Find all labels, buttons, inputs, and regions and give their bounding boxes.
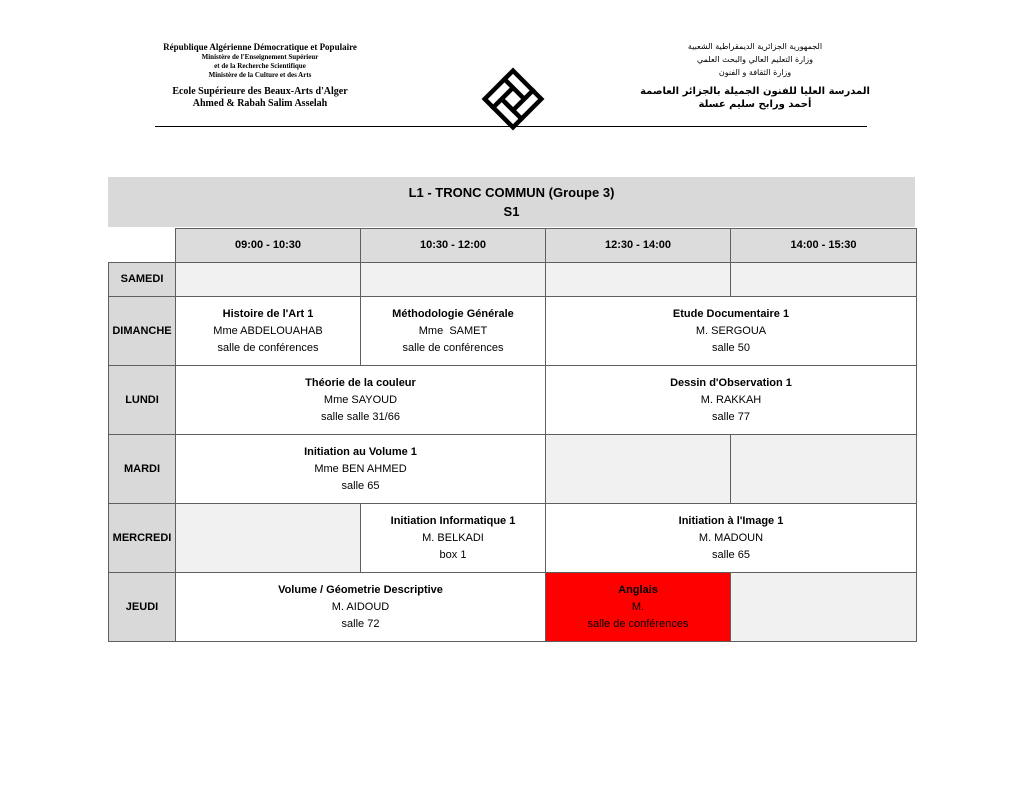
school-subtitle: Ahmed & Rabah Salim Asselah — [192, 98, 328, 109]
course-title: Initiation Informatique 1 — [390, 514, 516, 527]
course-initiation-image — [546, 504, 917, 573]
row-samedi — [109, 263, 917, 297]
slot-1: 09:00 - 10:30 — [176, 229, 361, 263]
course-room: salle 65 — [712, 548, 750, 561]
course-teacher: M. BELKADI — [422, 531, 484, 544]
course-title: Initiation au Volume 1 — [304, 445, 417, 458]
course-title: Initiation à l'Image 1 — [678, 514, 784, 527]
course-theorie-couleur — [176, 366, 546, 435]
ministry-higher-ed: Ministère de l'Enseignement Supérieur — [201, 53, 319, 61]
course-title: Etude Documentaire 1 — [672, 307, 790, 320]
school-name: Ecole Supérieure des Beaux-Arts d'Alger — [172, 86, 348, 97]
course-histoire-art — [176, 297, 361, 366]
course-teacher: M. SERGOUA — [695, 324, 767, 337]
empty-cell — [731, 435, 917, 504]
row-lundi — [109, 366, 917, 435]
timetable-title-bar — [108, 177, 915, 227]
course-dessin-observation — [546, 366, 917, 435]
letterhead-french — [140, 42, 380, 110]
course-title: Méthodologie Générale — [392, 307, 514, 320]
empty-cell — [546, 263, 731, 297]
timetable-grid — [108, 228, 917, 642]
course-room: salle salle 31/66 — [321, 410, 400, 423]
school-name-ar: المدرسة العليا للفنون الجميلة بالجزائر العاصمة — [640, 86, 870, 97]
course-room: salle 65 — [341, 479, 380, 492]
course-teacher: M. RAKKAH — [700, 393, 762, 406]
empty-cell — [361, 263, 546, 297]
republic-name-ar: الجمهورية الجزائرية الديمقراطية الشعبية — [687, 42, 823, 51]
course-teacher: M. AIDOUD — [331, 600, 390, 613]
course-teacher: M. — [631, 600, 645, 613]
course-room: salle de conférences — [402, 341, 504, 354]
course-room: salle 72 — [341, 617, 380, 630]
empty-cell — [546, 435, 731, 504]
course-initiation-informatique — [361, 504, 546, 573]
school-subtitle-ar: أحمد ورابح سليم عسلة — [698, 99, 812, 110]
empty-cell — [176, 504, 361, 573]
course-room: salle 50 — [712, 341, 750, 354]
course-title: Dessin d'Observation 1 — [670, 376, 792, 389]
empty-cell — [176, 263, 361, 297]
timetable-semester: S1 — [503, 204, 520, 219]
course-anglais — [546, 573, 731, 642]
course-methodologie — [361, 297, 546, 366]
letterhead-arabic — [640, 40, 870, 111]
slot-3: 12:30 - 14:00 — [546, 229, 731, 263]
row-mardi — [109, 435, 917, 504]
ministry-higher-ed-ar: وزارة التعليم العالي والبحث العلمي — [697, 55, 813, 64]
slot-header-row — [109, 229, 917, 263]
corner-cell — [109, 229, 176, 263]
empty-cell — [731, 573, 917, 642]
day-jeudi: JEUDI — [109, 573, 176, 642]
day-samedi: SAMEDI — [109, 263, 176, 297]
course-initiation-volume — [176, 435, 546, 504]
course-teacher: M. MADOUN — [698, 531, 764, 544]
course-room: box 1 — [439, 548, 467, 561]
timetable-title: L1 - TRONC COMMUN (Groupe 3) — [408, 185, 615, 200]
course-etude-documentaire — [546, 297, 917, 366]
course-teacher: Mme SAYOUD — [323, 393, 398, 406]
course-title: Anglais — [618, 583, 658, 596]
course-room: salle 77 — [712, 410, 750, 423]
course-room: salle de conférences — [217, 341, 319, 354]
course-room: salle de conférences — [587, 617, 689, 630]
slot-2: 10:30 - 12:00 — [361, 229, 546, 263]
course-title: Théorie de la couleur — [305, 376, 416, 389]
row-mercredi — [109, 504, 917, 573]
slot-4: 14:00 - 15:30 — [731, 229, 917, 263]
course-teacher: Mme SAMET — [418, 324, 488, 337]
row-jeudi — [109, 573, 917, 642]
course-teacher: Mme BEN AHMED — [314, 462, 407, 475]
row-dimanche — [109, 297, 917, 366]
course-title: Histoire de l'Art 1 — [222, 307, 314, 320]
empty-cell — [731, 263, 917, 297]
course-volume-geometrie — [176, 573, 546, 642]
ministry-culture-ar: وزارة الثقافة و الفنون — [718, 68, 792, 77]
ministry-research: et de la Recherche Scientifique — [214, 62, 306, 70]
school-logo-icon — [477, 66, 549, 132]
republic-name: République Algérienne Démocratique et Populaire — [163, 42, 357, 52]
course-teacher: Mme ABDELOUAHAB — [213, 324, 323, 337]
day-mardi: MARDI — [109, 435, 176, 504]
day-dimanche: DIMANCHE — [109, 297, 176, 366]
header-divider — [155, 126, 867, 127]
day-lundi: LUNDI — [109, 366, 176, 435]
course-title: Volume / Géometrie Descriptive — [278, 583, 443, 596]
ministry-culture: Ministère de la Culture et des Arts — [208, 71, 312, 79]
day-mercredi: MERCREDI — [109, 504, 176, 573]
